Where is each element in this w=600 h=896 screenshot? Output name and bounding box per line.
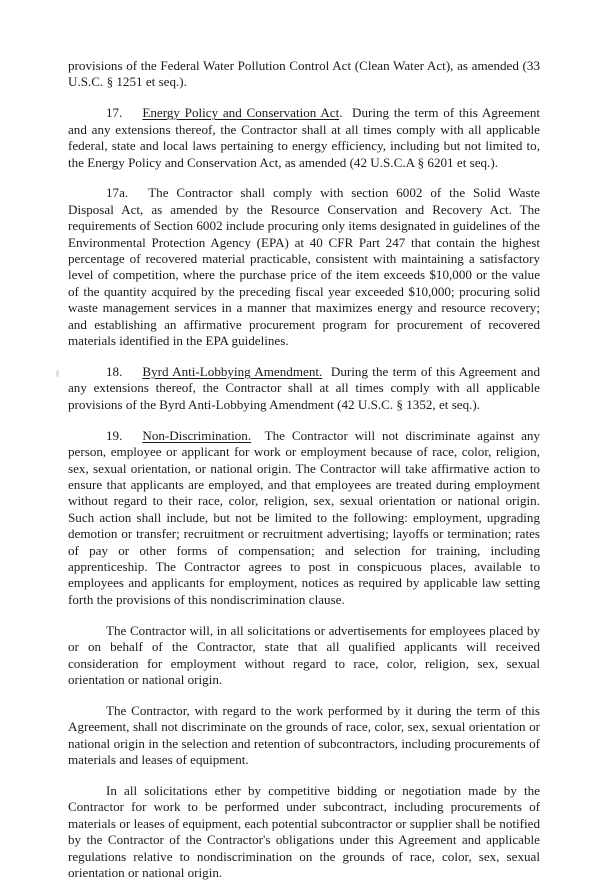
paragraph-text: During the term of this Agreement and any extensions thereof, the Contractor shall at all times comply with all applicable provisions of the Byrd Anti-Lobbying Amendment (42 U.S.C. § 1352, et seq.). <box>68 364 540 412</box>
paragraph-competitive-bidding <box>68 783 540 881</box>
paragraph-text: The Contractor shall comply with section 6002 of the Solid Waste Disposal Act, as amended by the Resource Conservation and Recovery Act. The requirements of Section 6002 include procuring only items designated in guidelines of the Environmental Protection Agency (EPA) at 40 CFR Part 247 that contain the highest percentage of recovered material practicable, consistent with maintaining a satisfactory level of competition, where the purchase price of the item exceeds $10,000 or the value of the quantity acquired by the preceding fiscal year exceeded $10,000; procuring solid waste management services in a manner that maximizes energy and resource recovery; and establishing an affirmative procurement program for procurement of recovered materials identified in the EPA guidelines. <box>68 185 540 349</box>
paragraph-subcontractor-selection <box>68 703 540 769</box>
document-body <box>68 58 540 896</box>
paragraph-number: 17. <box>106 105 123 121</box>
paragraph-19-non-discrimination <box>68 428 540 608</box>
paragraph-heading-trailing: . <box>339 105 343 121</box>
paragraph-text: The Contractor will not discriminate against any person, employee or applicant for work or employment because of race, color, religion, sex, sexual orientation, or national origin. The Contractor will take affirmative action to ensure that applicants are employed, and that employees are treated during employment without regard to their race, color, religion, sex, sexual orientation or national origin. Such action shall include, but not be limited to the following: employment, upgrading demotion or transfer; recruitment or recruitment advertising; layoffs or termination; rates of pay or other forms of compensation; and selection for training, including apprenticeship. The Contractor agrees to post in conspicuous places, available to employees and applicants for employment, notices as required by applicable law setting forth the provisions of this nondiscrimination clause. <box>68 427 541 607</box>
paragraph-heading: Non-Discrimination. <box>142 427 252 443</box>
paragraph-17-energy-policy <box>68 105 540 171</box>
paragraph-text: In all solicitations ether by competitive bidding or negotiation made by the Contractor for work to be performed under subcontract, including procurements of materials or leases of equipment, each potential subcontractor or supplier shall be notified by the Contractor of the Contractor's obligations under this Agreement and applicable regulations relative to nondiscrimination on the grounds of race, color, sex, sexual orientation or national origin. <box>68 782 540 880</box>
paragraph-text: provisions of the Federal Water Pollution Control Act (Clean Water Act), as amended (33 U.S.C. § 1251 et seq.). <box>68 58 540 90</box>
paragraph-text: During the term of this Agreement and any extensions thereof, the Contractor shall at all times comply with all applicable federal, state and local laws pertaining to energy efficiency, including but not limited to, the Energy Policy and Conservation Act, as amended (42 U.S.C.A § 6201 et seq.). <box>68 105 541 170</box>
paragraph-17a-solid-waste <box>68 185 540 349</box>
paragraph-number: 19. <box>106 427 123 443</box>
paragraph-heading: Energy Policy and Conservation Act <box>142 105 340 121</box>
paragraph-solicitations-advertisements <box>68 623 540 689</box>
paragraph-heading: Byrd Anti-Lobbying Amendment. <box>142 364 323 379</box>
paragraph-number: 17a. <box>106 185 129 201</box>
paragraph-clean-water-continuation <box>68 58 540 91</box>
scan-artifact-mark <box>56 370 59 377</box>
paragraph-number: 18. <box>106 364 123 379</box>
paragraph-text: The Contractor will, in all solicitations or advertisements for employees placed by or on behalf of the Contractor, state that all qualified applicants will received consideration for employment without regard to race, color, religion, sex, sexual orientation or national origin. <box>68 622 540 687</box>
paragraph-text: The Contractor, with regard to the work performed by it during the term of this Agreement, shall not discriminate on the grounds of race, color, sex, sexual orientation or national origin in the selection and retention of subcontractors, including procurements of materials and leases of equipment. <box>68 702 540 768</box>
paragraph-18-byrd-anti-lobbying <box>68 364 540 413</box>
